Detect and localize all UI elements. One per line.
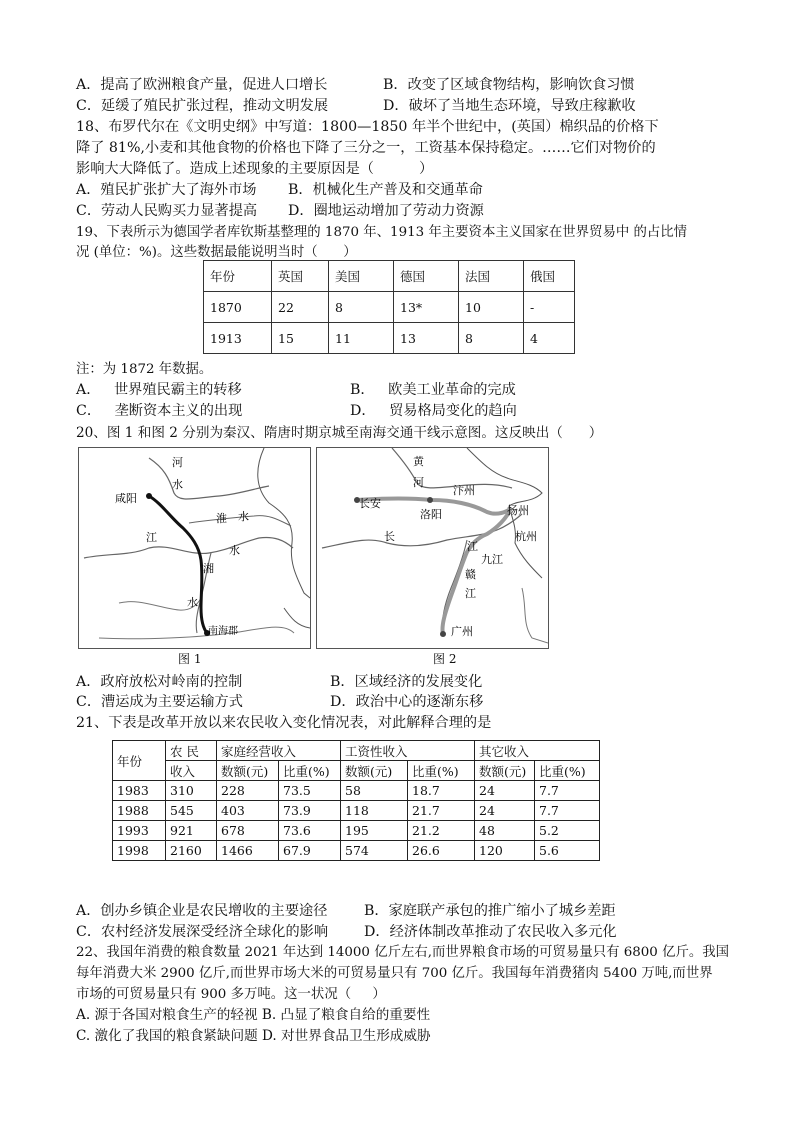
q21-option-c[interactable]: C．农村经济发展深受经济全球化的影响 <box>76 924 329 940</box>
q18-option-b[interactable]: B．机械化生产普及和交通革命 <box>288 182 483 198</box>
table-cell: 8 <box>329 292 394 323</box>
table-cell: 比重(%) <box>279 761 341 781</box>
table-cell: 73.5 <box>279 781 341 801</box>
map-figure-1 <box>78 447 311 649</box>
table-cell: 11 <box>329 323 394 354</box>
q22-options-ab[interactable]: A. 源于各国对粮食生产的轻视 B. 凸显了粮食自给的重要性 <box>76 1007 431 1023</box>
map1-caption: 图 1 <box>178 652 202 666</box>
q19-option-d[interactable]: D． 贸易格局变化的趋向 <box>350 403 517 419</box>
table-cell: 22 <box>272 292 329 323</box>
q20-stem: 20、图 1 和图 2 分别为秦汉、隋唐时期京城至南海交通干线示意图。这反映出（ ） <box>76 425 603 441</box>
table-cell: 数额(元) <box>217 761 279 781</box>
map-figure-2 <box>316 447 549 649</box>
table-cell: 24 <box>475 801 535 821</box>
table-cell: 年份 <box>204 261 272 292</box>
map2-label-he: 河 <box>413 476 424 489</box>
table-cell: 农 民 <box>166 741 217 761</box>
table-cell: 118 <box>341 801 408 821</box>
map2-label-luoyang: 洛阳 <box>420 508 442 521</box>
q19-stem-line2: 况 (单位：%)。这些数据最能说明当时（ ） <box>76 245 357 260</box>
table-cell: 310 <box>166 781 217 801</box>
q22-stem-line2: 每年消费大米 2900 亿斤,而世界市场大米的可贸易量只有 700 亿斤。我国每年消费猪肉 5400 万吨,而世界 <box>76 966 713 981</box>
table-cell: 13 <box>394 323 459 354</box>
table-cell: 545 <box>166 801 217 821</box>
map1-label-he: 河 <box>172 456 183 469</box>
q22-stem-line3: 市场的可贸易量只有 900 多万吨。这一状况（ ） <box>76 987 386 1002</box>
q19-trade-table <box>203 260 575 354</box>
q22-stem-line1: 22、我国年消费的粮食数量 2021 年达到 14000 亿斤左右,而世界粮食市场的可贸易量只有 6800 亿斤。我国 <box>76 945 730 960</box>
table-cell: 家庭经营收入 <box>217 741 341 761</box>
table-cell: 7.7 <box>535 781 600 801</box>
table-cell: 18.7 <box>408 781 475 801</box>
table-cell: 5.6 <box>535 841 600 861</box>
map1-label-shui3: 水 <box>187 596 198 609</box>
table-cell: 法国 <box>459 261 524 292</box>
map2-caption: 图 2 <box>433 652 457 666</box>
table-cell: 工资性收入 <box>341 741 475 761</box>
map2-label-hangzhou: 杭州 <box>515 530 537 543</box>
q20-option-a[interactable]: A．政府放松对岭南的控制 <box>76 674 243 690</box>
table-cell: 收入 <box>166 761 217 781</box>
table-cell: 1466 <box>217 841 279 861</box>
table-row <box>113 781 600 801</box>
table-cell: 21.2 <box>408 821 475 841</box>
table-row <box>113 801 600 821</box>
q17-option-b[interactable]: B．改变了区域食物结构，影响饮食习惯 <box>383 77 635 93</box>
map1-label-xiang: 湘 <box>203 562 214 575</box>
q19-option-b[interactable]: B． 欧美工业革命的完成 <box>350 382 516 398</box>
table-row <box>113 841 600 861</box>
table-cell: 921 <box>166 821 217 841</box>
map2-label-jiujiang: 九江 <box>481 553 503 566</box>
q20-option-b[interactable]: B．区域经济的发展变化 <box>330 674 483 690</box>
table-cell: 德国 <box>394 261 459 292</box>
table-cell: 俄国 <box>524 261 575 292</box>
table-cell: 58 <box>341 781 408 801</box>
q21-income-table <box>112 740 600 861</box>
table-cell: 228 <box>217 781 279 801</box>
table-cell: 英国 <box>272 261 329 292</box>
map2-label-jiang: 江 <box>467 540 478 553</box>
map2-label-chang: 长 <box>384 530 395 543</box>
table-cell: 7.7 <box>535 801 600 821</box>
table-cell: 1913 <box>204 323 272 354</box>
table-row <box>204 292 575 323</box>
table-cell: 195 <box>341 821 408 841</box>
map1-label-shui2: 水 <box>229 544 240 557</box>
map1-label-jiang: 江 <box>146 531 157 544</box>
table-cell: 403 <box>217 801 279 821</box>
q19-stem-line1: 19、下表所示为德国学者库钦斯基整理的 1870 年、1913 年主要资本主义国家在世界贸易中 的占比情 <box>76 225 688 240</box>
table-cell: 73.6 <box>279 821 341 841</box>
table-cell: 73.9 <box>279 801 341 821</box>
map2-label-changan: 长安 <box>359 497 381 510</box>
table-cell: 8 <box>459 323 524 354</box>
table-cell: 67.9 <box>279 841 341 861</box>
map2-label-guangzhou: 广州 <box>451 625 473 638</box>
table-cell: 48 <box>475 821 535 841</box>
table-cell: - <box>524 292 575 323</box>
table-cell: 26.6 <box>408 841 475 861</box>
map1-label-huai: 淮 <box>216 512 227 525</box>
q18-option-d[interactable]: D．圈地运动增加了劳动力资源 <box>288 203 484 219</box>
table-cell: 1983 <box>113 781 166 801</box>
q19-table-note: 注：为 1872 年数据。 <box>76 362 213 377</box>
table-cell: 其它收入 <box>475 741 600 761</box>
table-cell: 15 <box>272 323 329 354</box>
table-cell: 比重(%) <box>535 761 600 781</box>
map1-label-nanhai: 南海郡 <box>208 626 238 637</box>
q18-stem-line2: 降了 81%,小麦和其他食物的价格也下降了三分之一，工资基本保持稳定。……它们对物价的 <box>76 140 656 156</box>
table-cell: 13* <box>394 292 459 323</box>
table-cell: 1998 <box>113 841 166 861</box>
q18-option-c[interactable]: C．劳动人民购买力显著提高 <box>76 203 258 219</box>
map1-label-shui: 水 <box>172 478 183 491</box>
table-header-row <box>113 761 600 781</box>
q22-options-cd[interactable]: C. 激化了我国的粮食紧缺问题 D. 对世界食品卫生形成威胁 <box>76 1028 431 1044</box>
table-header-row <box>204 261 575 292</box>
map1-label-xianyang: 咸阳 <box>115 492 137 505</box>
q17-option-a[interactable]: A．提高了欧洲粮食产量，促进人口增长 <box>76 77 328 93</box>
q19-option-c[interactable]: C． 垄断资本主义的出现 <box>76 403 243 419</box>
table-cell: 2160 <box>166 841 217 861</box>
table-cell: 4 <box>524 323 575 354</box>
table-row <box>113 821 600 841</box>
table-cell: 比重(%) <box>408 761 475 781</box>
q20-option-c[interactable]: C．漕运成为主要运输方式 <box>76 694 243 710</box>
q20-option-d[interactable]: D．政治中心的逐渐东移 <box>330 694 484 710</box>
q19-option-a[interactable]: A． 世界殖民霸主的转移 <box>76 382 242 398</box>
table-cell: 678 <box>217 821 279 841</box>
table-cell: 5.2 <box>535 821 600 841</box>
q17-option-c[interactable]: C．延缓了殖民扩张过程，推动文明发展 <box>76 98 329 114</box>
q21-option-b[interactable]: B．家庭联产承包的推广缩小了城乡差距 <box>364 903 616 919</box>
q21-option-d[interactable]: D．经济体制改革推动了农民收入多元化 <box>364 924 617 940</box>
table-row <box>204 323 575 354</box>
map2-label-gan: 赣 <box>465 568 476 581</box>
table-header-row <box>113 741 600 761</box>
q21-option-a[interactable]: A．创办乡镇企业是农民增收的主要途径 <box>76 903 328 919</box>
map2-label-bianzhou: 汴州 <box>453 484 475 497</box>
map1-label-huai-shui: 水 <box>238 510 249 523</box>
table-cell: 1870 <box>204 292 272 323</box>
table-cell: 10 <box>459 292 524 323</box>
map2-label-huang: 黄 <box>413 455 424 468</box>
table-cell: 120 <box>475 841 535 861</box>
q18-stem-line1: 18、布罗代尔在《文明史纲》中写道：1800—1850 年半个世纪中，(英国）棉织品的价格下 <box>76 119 659 135</box>
q18-option-a[interactable]: A．殖民扩张扩大了海外市场 <box>76 182 257 198</box>
table-cell: 年份 <box>113 741 166 781</box>
map2-label-yangzhou: 扬州 <box>507 504 529 517</box>
table-cell: 24 <box>475 781 535 801</box>
table-cell: 1988 <box>113 801 166 821</box>
q17-option-d[interactable]: D．破坏了当地生态环境，导致庄稼歉收 <box>383 98 636 114</box>
table-cell: 美国 <box>329 261 394 292</box>
table-cell: 数额(元) <box>341 761 408 781</box>
table-cell: 574 <box>341 841 408 861</box>
table-cell: 1993 <box>113 821 166 841</box>
q18-stem-line3: 影响大大降低了。造成上述现象的主要原因是（ ） <box>76 161 434 177</box>
map2-label-jiang2: 江 <box>465 587 476 600</box>
table-cell: 数额(元) <box>475 761 535 781</box>
q21-stem: 21、下表是改革开放以来农民收入变化情况表，对此解释合理的是 <box>76 715 492 731</box>
table-cell: 21.7 <box>408 801 475 821</box>
